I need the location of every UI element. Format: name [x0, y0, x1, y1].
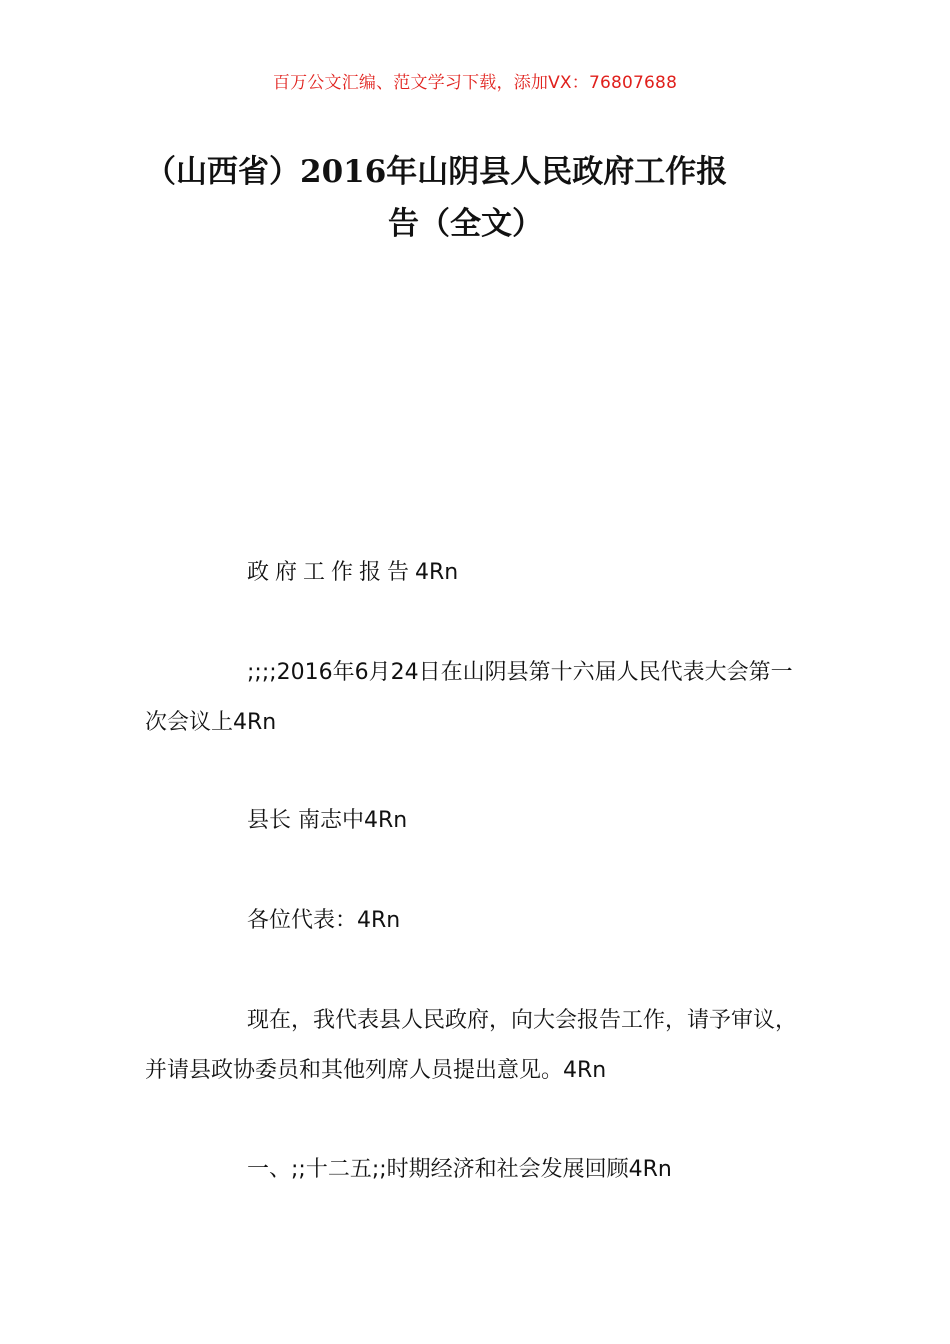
document-title-line-2: 告（全文）	[388, 206, 543, 242]
paragraph-speaker: 县长 南志中4Rn	[247, 808, 408, 833]
report-heading-tail: 4Rn	[415, 560, 459, 585]
paragraph-section-one-heading: 一、;;十二五;;时期经济和社会发展回顾4Rn	[247, 1157, 672, 1182]
report-heading-text: 政府工作报告	[247, 560, 416, 585]
header-watermark-note: 百万公文汇编、范文学习下载，添加VX：76807688	[272, 73, 678, 93]
document-title-line-1: （山西省）2016年山阴县人民政府工作报	[145, 154, 728, 190]
document-title	[145, 146, 805, 250]
paragraph-opening: 现在，我代表县人民政府，向大会报告工作，请予审议，并请县政协委员和其他列席人员提出意见。4Rn	[145, 1008, 798, 1083]
paragraph-salutation: 各位代表：4Rn	[247, 908, 401, 933]
paragraph-report-heading	[145, 548, 810, 598]
paragraph-meeting-date: ;;;;2016年6月24日在山阴县第十六届人民代表大会第一次会议上4Rn	[145, 660, 793, 735]
